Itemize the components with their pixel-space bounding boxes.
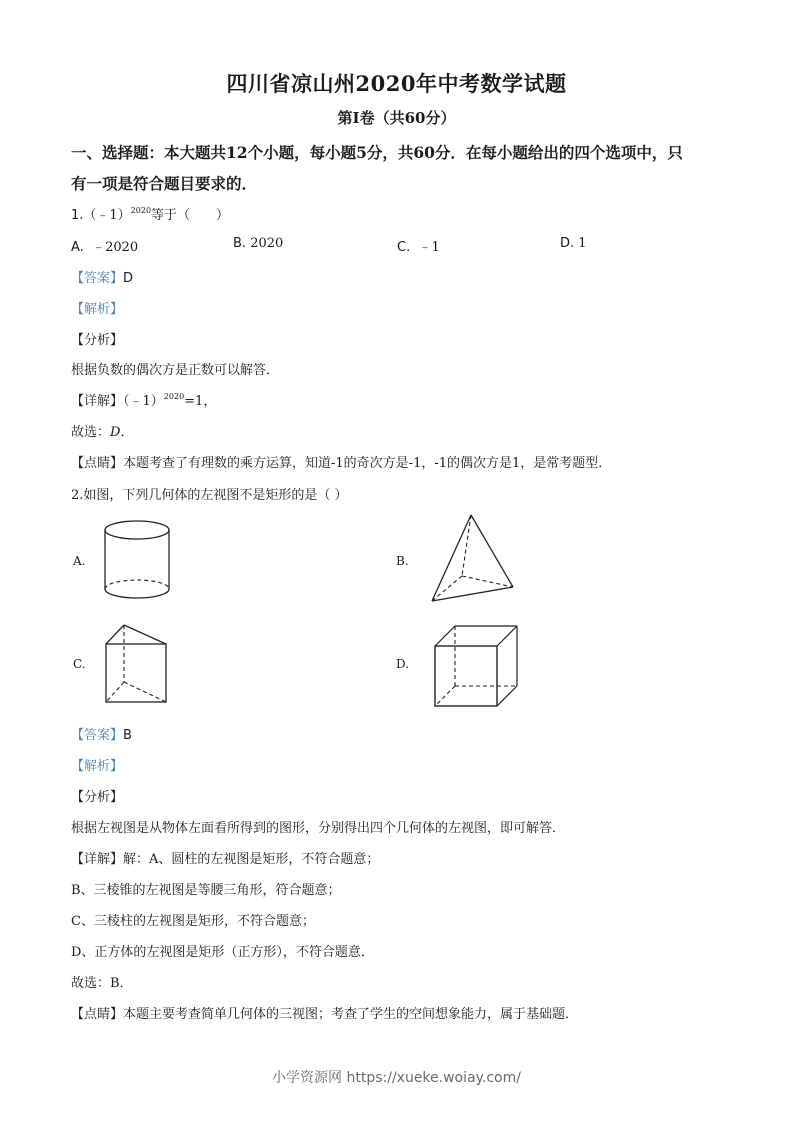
q1-stem — [71, 204, 229, 223]
q2-figure-d-label: D. — [396, 657, 410, 671]
q2-dianjing: 【点睛】本题主要考查简单几何体的三视图；考查了学生的空间想象能力，属于基础题． — [71, 1007, 579, 1022]
q2-xiangjie-line2: B、三棱锥的左视图是等腰三角形，符合题意； — [71, 883, 341, 898]
q1-dianjing: 【点睛】本题考查了有理数的乘方运算，知道-1的奇次方是-1，-1的偶次方是1，是常考题型． — [71, 456, 612, 471]
q2-answer — [71, 724, 132, 743]
q1-stem-after: 等于（ ） — [151, 208, 230, 223]
q1-analysis-tag: 【解析】 — [71, 302, 124, 317]
answer-value: B — [123, 728, 132, 743]
q1-fenxi-text: 根据负数的偶次方是正数可以解答． — [71, 363, 280, 378]
cylinder-figure — [100, 518, 175, 603]
answer-value: D — [123, 271, 134, 286]
q1-guxuan: 故选：D． — [71, 425, 134, 440]
q1-stem-before: （﹣1） — [83, 208, 131, 223]
q1-option-a: A. ﹣2020 — [71, 240, 139, 255]
q1-number: 1. — [71, 208, 84, 223]
section-heading-line2: 有一项是符合题目要求的． — [71, 174, 258, 193]
q2-figure-b-label: B. — [396, 554, 409, 568]
footer-watermark: 小学资源网 https://xueke.woiay.com/ — [272, 1070, 521, 1086]
q1-answer — [71, 267, 133, 286]
q2-xiangjie-line3: C、三棱柱的左视图是矩形，不符合题意； — [71, 914, 315, 929]
q2-fenxi-text: 根据左视图是从物体左面看所得到的图形，分别得出四个几何体的左视图，即可解答． — [71, 821, 566, 836]
q2-xiangjie-line4: D、正方体的左视图是矩形（正方形），不符合题意． — [71, 945, 374, 960]
section-heading-line1: 一、选择题：本大题共12个小题，每小题5分，共60分．在每小题给出的四个选项中，只 — [71, 143, 683, 162]
section-subtitle: 第Ⅰ卷（共60分） — [337, 109, 456, 127]
q2-figure-c-label: C. — [73, 657, 86, 671]
q2-analysis-tag: 【解析】 — [71, 759, 124, 774]
triangular-prism-figure — [100, 620, 175, 710]
page-title: 四川省凉山州2020年中考数学试题 — [226, 71, 567, 96]
q2-fenxi-tag: 【分析】 — [71, 790, 124, 805]
q1-fenxi-tag: 【分析】 — [71, 333, 124, 348]
q1-option-b: B. 2020 — [233, 236, 284, 251]
triangular-pyramid-figure — [425, 510, 520, 605]
cube-figure — [430, 620, 525, 712]
q2-stem: 2.如图，下列几何体的左视图不是矩形的是（ ） — [71, 488, 348, 503]
q2-xiangjie-line1: 【详解】解：A、圆柱的左视图是矩形，不符合题意； — [71, 852, 380, 867]
q1-stem-exponent: 2020 — [130, 206, 152, 215]
answer-tag: 【答案】 — [71, 271, 124, 286]
q1-xiangjie: 【详解】（﹣1）$^{2020}$=1， — [71, 392, 217, 409]
q2-guxuan: 故选：B． — [71, 976, 133, 991]
answer-tag: 【答案】 — [71, 728, 124, 743]
q2-figure-a-label: A. — [73, 554, 86, 568]
q1-option-d: D. 1 — [560, 236, 587, 251]
q1-option-c: C. ﹣1 — [397, 240, 440, 255]
